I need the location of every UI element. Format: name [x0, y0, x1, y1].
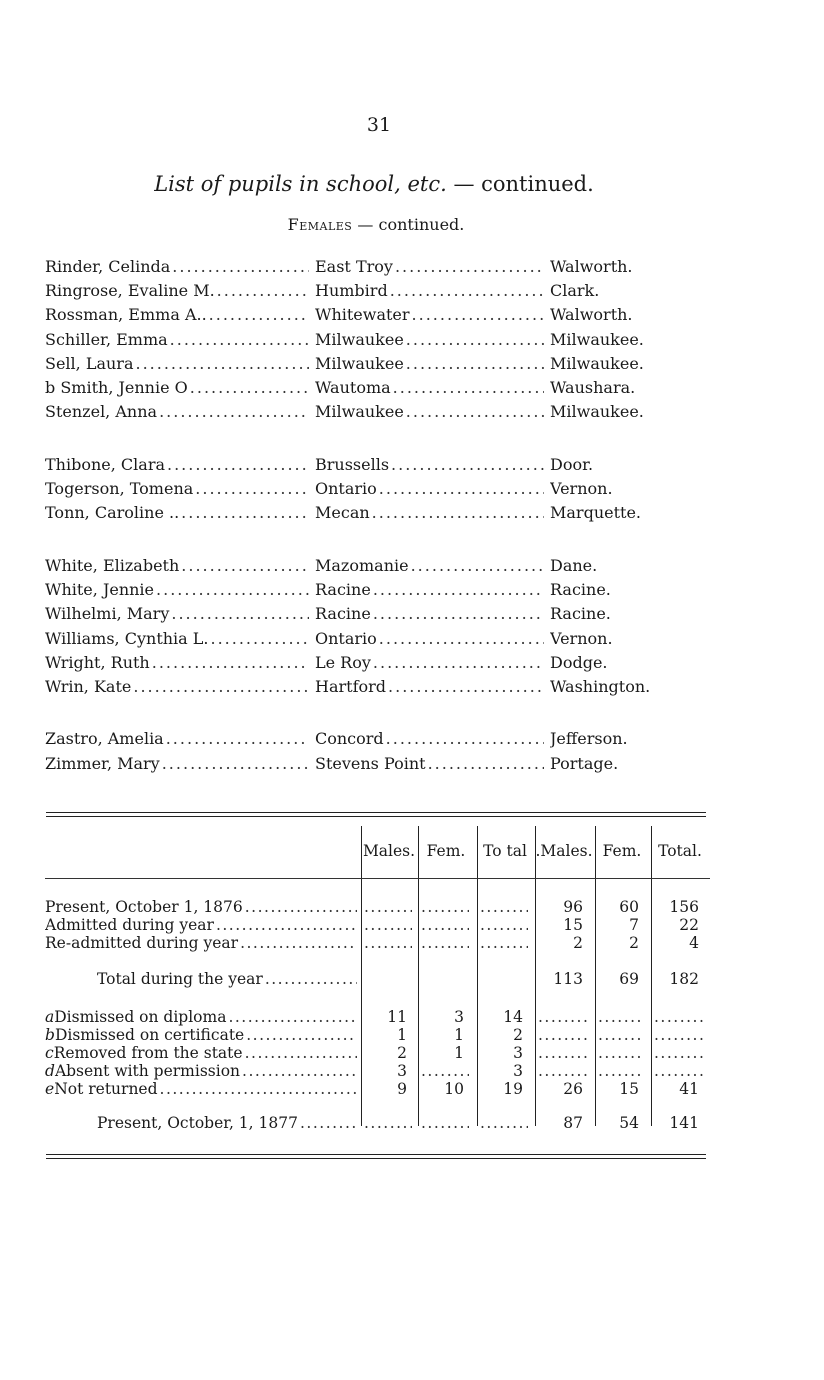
dot-leader [246, 1026, 357, 1044]
dot-leader [228, 1008, 357, 1026]
dot-leader [245, 898, 357, 916]
dot-leader [386, 729, 544, 748]
column-header: Fem. [602, 842, 642, 860]
pupil-name: White, Jennie [45, 579, 155, 599]
residence-cell [315, 580, 544, 599]
pupil-county: Dane. [550, 555, 598, 575]
pupil-county: Washington. [550, 677, 651, 697]
pupil-name: Zimmer, Mary [45, 753, 160, 773]
pupil-name: Zastro, Amelia [45, 729, 164, 749]
stats-value: 1 [397, 1026, 407, 1044]
pupil-row [45, 303, 685, 327]
pupil-name: Stenzel, Anna [45, 402, 158, 422]
stats-value: 2 [573, 934, 583, 952]
stats-label-text: Present, October 1, 1876 [45, 898, 243, 916]
pupil-name-cell [45, 580, 309, 599]
empty-cell-dots [538, 1062, 588, 1080]
dot-leader [373, 604, 544, 623]
column-header: Total. [658, 842, 702, 860]
empty-cell-dots [364, 898, 412, 916]
pupil-county: Milwaukee. [550, 402, 644, 422]
column-header: .Males. [535, 842, 593, 860]
stats-value: 87 [563, 1114, 583, 1132]
pupil-residence: Stevens Point [315, 753, 426, 773]
stats-row-label [45, 1080, 357, 1098]
stats-row-label [45, 1026, 357, 1044]
subtitle-rest: — continued. [352, 215, 465, 234]
pupil-name: Thibone, Clara [45, 454, 165, 474]
stats-row [45, 1114, 710, 1132]
pupil-row [45, 751, 685, 775]
pupil-residence: Ontario [315, 479, 377, 499]
group-gap [45, 424, 685, 452]
pupil-name-cell [45, 378, 309, 397]
pupil-name-cell [45, 479, 309, 498]
dot-leader [171, 604, 309, 623]
pupil-residence: Brussells [315, 454, 390, 474]
residence-cell [315, 378, 544, 397]
residence-cell [315, 677, 544, 696]
pupil-list [45, 254, 685, 775]
stats-value: 14 [503, 1008, 523, 1026]
stats-value: 3 [513, 1062, 523, 1080]
page-title [0, 172, 748, 196]
pupil-row [45, 400, 685, 424]
pupil-residence: Ontario [315, 628, 377, 648]
residence-cell [315, 330, 544, 349]
stats-value: 11 [387, 1008, 407, 1026]
pupil-name-cell [45, 305, 309, 324]
pupil-county: Clark. [550, 280, 600, 300]
stats-row-label [45, 1114, 357, 1132]
empty-cell-dots [421, 934, 469, 952]
stats-row [45, 1080, 710, 1098]
group-gap [45, 525, 685, 553]
pupil-residence: Concord [315, 729, 384, 749]
dot-leader [373, 580, 544, 599]
pupil-residence: Humbird [315, 280, 388, 300]
pupil-residence: Hartford [315, 677, 387, 697]
pupil-county: Marquette. [550, 503, 641, 523]
pupil-name: White, Elizabeth [45, 555, 180, 575]
stats-value: 156 [669, 898, 699, 916]
pupil-name: Tonn, Caroline .. [45, 503, 180, 523]
pupil-county: Dodge. [550, 652, 608, 672]
stats-value: 113 [553, 970, 583, 988]
pupil-row [45, 452, 685, 476]
column-header: Males. [362, 842, 416, 860]
stats-value: 7 [629, 916, 639, 934]
empty-cell-dots [598, 1008, 644, 1026]
dot-leader [428, 754, 544, 773]
residence-cell [315, 729, 544, 748]
pupil-name-cell [45, 330, 309, 349]
pupil-row [45, 674, 685, 698]
residence-cell [315, 281, 544, 300]
stats-value: 3 [454, 1008, 464, 1026]
stats-value: 41 [679, 1080, 699, 1098]
pupil-row [45, 476, 685, 500]
dot-leader [181, 503, 309, 522]
dot-leader [373, 653, 544, 672]
empty-cell-dots [480, 916, 528, 934]
stats-label-text: Present, October, 1, 1877 [97, 1114, 298, 1132]
pupil-name: Williams, Cynthia L. [45, 628, 209, 648]
pupil-name-cell [45, 754, 309, 773]
pupil-residence: Mazomanie [315, 555, 409, 575]
stats-label-text: Admitted during year [45, 916, 214, 934]
pupil-name-cell [45, 556, 309, 575]
empty-cell-dots [598, 1062, 644, 1080]
pupil-residence: Le Roy [315, 652, 371, 672]
pupil-residence: East Troy [315, 256, 393, 276]
pupil-residence: Racine [315, 579, 371, 599]
stats-row [45, 916, 710, 934]
stats-row-label [45, 898, 357, 916]
stats-label-text: Dismissed on certificate [54, 1026, 245, 1044]
stats-label-text: Total during the year [97, 970, 263, 988]
pupil-name-cell [45, 455, 309, 474]
pupil-residence: Whitewater [315, 305, 410, 325]
stats-value: 3 [513, 1044, 523, 1062]
pupil-name-cell [45, 604, 309, 623]
pupil-row [45, 650, 685, 674]
stats-row [45, 970, 710, 988]
pupil-row [45, 577, 685, 601]
stats-value: 22 [679, 916, 699, 934]
dot-leader [160, 1080, 357, 1098]
pupil-name: Togerson, Tomena [45, 479, 194, 499]
pupil-row [45, 727, 685, 751]
residence-cell [315, 305, 544, 324]
pupil-residence: Milwaukee [315, 329, 404, 349]
dot-leader [406, 330, 544, 349]
pupil-residence: Mecan [315, 503, 370, 523]
stats-value: 19 [503, 1080, 523, 1098]
pupil-county: Jefferson. [550, 729, 628, 749]
residence-cell [315, 556, 544, 575]
dot-leader [190, 378, 309, 397]
empty-cell-dots [480, 934, 528, 952]
pupil-name: Rossman, Emma A.. [45, 305, 207, 325]
empty-cell-dots [538, 1026, 588, 1044]
empty-cell-dots [598, 1044, 644, 1062]
pupil-name: Ringrose, Evaline M. [45, 280, 215, 300]
pupil-county: Racine. [550, 604, 611, 624]
empty-cell-dots [364, 916, 412, 934]
dot-leader [159, 402, 309, 421]
residence-cell [315, 503, 544, 522]
stats-label-text: Dismissed on diploma [54, 1008, 227, 1026]
empty-cell-dots [654, 1008, 704, 1026]
pupil-residence: Racine [315, 604, 371, 624]
header-rule [45, 878, 710, 879]
page-number: 31 [366, 114, 392, 136]
pupil-row [45, 626, 685, 650]
empty-cell-dots [654, 1062, 704, 1080]
dot-leader [167, 455, 309, 474]
dot-leader [391, 455, 544, 474]
stats-value: 9 [397, 1080, 407, 1098]
stats-value: 54 [619, 1114, 639, 1132]
pupil-row [45, 602, 685, 626]
residence-cell [315, 754, 544, 773]
stats-row [45, 1044, 710, 1062]
stats-value: 15 [619, 1080, 639, 1098]
dot-leader [265, 970, 357, 988]
stats-value: 1 [454, 1026, 464, 1044]
pupil-name-cell [45, 402, 309, 421]
dot-leader [390, 281, 544, 300]
pupil-name: Schiller, Emma [45, 329, 168, 349]
stats-label-text: Re-admitted during year [45, 934, 239, 952]
footnote-marker: e [45, 1080, 55, 1098]
pupil-name: Wilhelmi, Mary [45, 604, 170, 624]
stats-value: 60 [619, 898, 639, 916]
pupil-name: Wright, Ruth [45, 652, 150, 672]
stats-value: 26 [563, 1080, 583, 1098]
stats-row [45, 898, 710, 916]
pupil-residence: Milwaukee [315, 402, 404, 422]
footnote-marker: b [45, 1026, 55, 1044]
stats-value: 10 [444, 1080, 464, 1098]
dot-leader [209, 305, 309, 324]
empty-cell-dots [654, 1044, 704, 1062]
pupil-county: Walworth. [550, 256, 633, 276]
pupil-row [45, 375, 685, 399]
pupil-county: Vernon. [550, 628, 613, 648]
pupil-residence: Milwaukee [315, 353, 404, 373]
dot-leader [411, 556, 544, 575]
stats-value: 2 [629, 934, 639, 952]
column-header: To tal [483, 842, 527, 860]
residence-cell [315, 604, 544, 623]
dot-leader [136, 354, 310, 373]
stats-row [45, 1062, 710, 1080]
pupil-row [45, 327, 685, 351]
stats-value: 3 [397, 1062, 407, 1080]
stats-row [45, 934, 710, 952]
dot-leader [216, 916, 357, 934]
pupil-name-cell [45, 653, 309, 672]
dot-leader [181, 556, 309, 575]
empty-cell-dots [538, 1008, 588, 1026]
stats-value: 69 [619, 970, 639, 988]
footnote-marker: d [45, 1062, 55, 1080]
stats-value: 96 [563, 898, 583, 916]
dot-leader [406, 354, 544, 373]
dot-leader [242, 1062, 357, 1080]
dot-leader [240, 934, 357, 952]
group-gap [45, 699, 685, 727]
top-double-rule [46, 812, 706, 817]
dot-leader [395, 257, 544, 276]
stats-row-label [45, 1062, 357, 1080]
pupil-row [45, 254, 685, 278]
pupil-name-cell [45, 281, 309, 300]
pupil-name: Sell, Laura [45, 353, 134, 373]
residence-cell [315, 402, 544, 421]
dot-leader [162, 754, 309, 773]
empty-cell-dots [598, 1026, 644, 1044]
pupil-name: Wrin, Kate [45, 677, 132, 697]
stats-label-text: Absent with permission [54, 1062, 241, 1080]
dot-leader [156, 580, 309, 599]
pupil-name: Rinder, Celinda [45, 256, 171, 276]
pupil-county: Waushara. [550, 378, 636, 398]
dot-leader [300, 1114, 357, 1132]
residence-cell [315, 354, 544, 373]
dot-leader [388, 677, 544, 696]
pupil-county: Milwaukee. [550, 353, 644, 373]
footnote-marker: c [45, 1044, 54, 1062]
pupil-county: Vernon. [550, 479, 613, 499]
dot-leader [217, 281, 309, 300]
stats-label-text: Not returned [54, 1080, 158, 1098]
stats-row-label [45, 1044, 357, 1062]
empty-cell-dots [480, 1114, 528, 1132]
dot-leader [133, 677, 309, 696]
stats-value: 1 [454, 1044, 464, 1062]
stats-row [45, 1026, 710, 1044]
dot-leader [379, 629, 544, 648]
stats-value: 4 [689, 934, 699, 952]
empty-cell-dots [654, 1026, 704, 1044]
empty-cell-dots [364, 1114, 412, 1132]
pupil-residence: Wautoma [315, 378, 391, 398]
pupil-name-cell [45, 257, 309, 276]
empty-cell-dots [480, 898, 528, 916]
pupil-name: b Smith, Jennie O [45, 378, 188, 398]
dot-leader [211, 629, 310, 648]
dot-leader [393, 378, 544, 397]
footnote-marker: a [45, 1008, 55, 1026]
empty-cell-dots [421, 1062, 469, 1080]
dot-leader [379, 479, 544, 498]
pupil-name-cell [45, 503, 309, 522]
stats-value: 2 [397, 1044, 407, 1062]
residence-cell [315, 257, 544, 276]
empty-cell-dots [364, 934, 412, 952]
pupil-row [45, 553, 685, 577]
pupil-county: Door. [550, 454, 594, 474]
title-rest: — continued. [446, 172, 594, 196]
dot-leader [412, 305, 544, 324]
pupil-county: Racine. [550, 579, 611, 599]
dot-leader [372, 503, 544, 522]
empty-cell-dots [421, 1114, 469, 1132]
stats-value: 141 [669, 1114, 699, 1132]
title-italic: List of pupils in school, etc. [154, 172, 447, 196]
residence-cell [315, 653, 544, 672]
pupil-county: Walworth. [550, 305, 633, 325]
dot-leader [166, 729, 309, 748]
statistics-table [45, 826, 710, 1156]
stats-value: 2 [513, 1026, 523, 1044]
stats-value: 15 [563, 916, 583, 934]
empty-cell-dots [538, 1044, 588, 1062]
pupil-name-cell [45, 677, 309, 696]
bottom-double-rule [46, 1154, 706, 1159]
pupil-county: Milwaukee. [550, 329, 644, 349]
dot-leader [170, 330, 309, 349]
pupil-name-cell [45, 629, 309, 648]
dot-leader [172, 257, 309, 276]
pupil-county: Portage. [550, 753, 619, 773]
stats-row [45, 1008, 710, 1026]
stats-label-text: Removed from the state [53, 1044, 243, 1062]
empty-cell-dots [421, 898, 469, 916]
dot-leader [152, 653, 309, 672]
residence-cell [315, 455, 544, 474]
empty-cell-dots [421, 916, 469, 934]
pupil-row [45, 351, 685, 375]
column-header: Fem. [426, 842, 466, 860]
dot-leader [406, 402, 544, 421]
subtitle-caps: Females [287, 215, 353, 234]
residence-cell [315, 629, 544, 648]
stats-row-label [45, 1008, 357, 1026]
pupil-row [45, 278, 685, 302]
dot-leader [195, 479, 309, 498]
section-subtitle [0, 215, 752, 234]
stats-row-label [45, 916, 357, 934]
residence-cell [315, 479, 544, 498]
stats-value: 182 [669, 970, 699, 988]
pupil-name-cell [45, 729, 309, 748]
stats-row-label [45, 934, 357, 952]
dot-leader [245, 1044, 357, 1062]
pupil-row [45, 501, 685, 525]
stats-row-label [45, 970, 357, 988]
pupil-name-cell [45, 354, 309, 373]
